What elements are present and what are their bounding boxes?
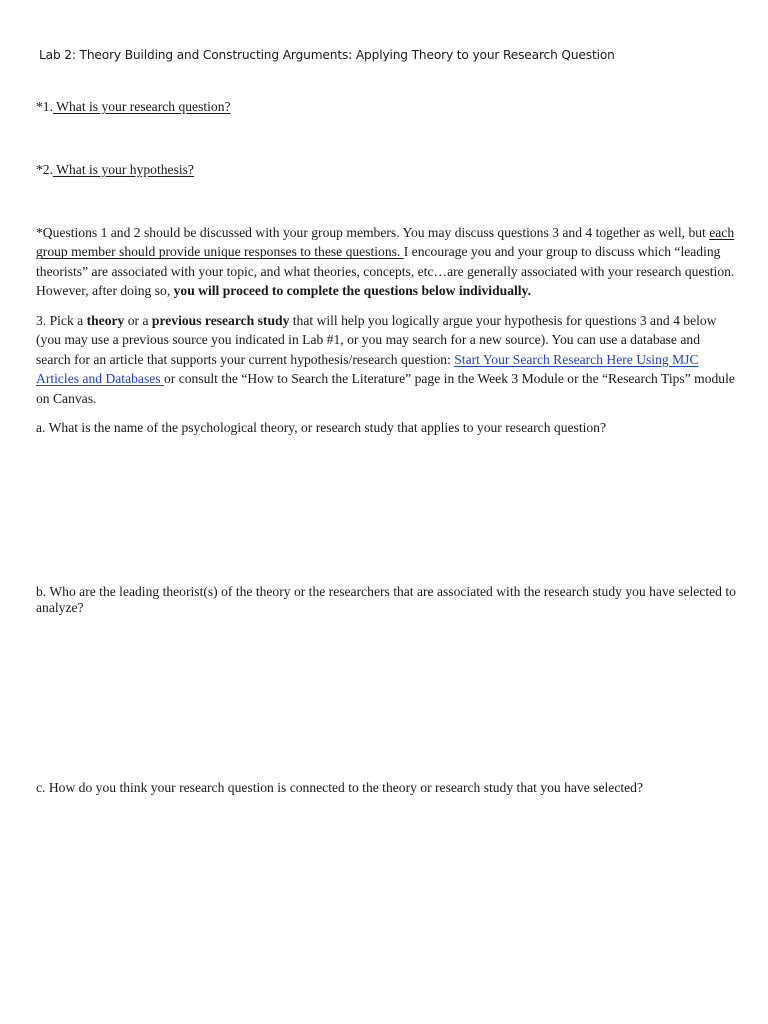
question-3a: a. What is the name of the psychological theory, or research study that applies to your research question? — [36, 420, 606, 435]
question-3-end: or consult the “How to Search the Literature” page in the Week 3 Module or the “Research Tips” module on Canvas. — [36, 371, 735, 406]
instructions-underlined: each group member should provide unique responses to these questions. — [36, 225, 735, 260]
question-2-text: What is your hypothesis? — [53, 162, 194, 177]
instructions-text-1: *Questions 1 and 2 should be discussed with your group members. You may discuss questions 3 and 4 together as well, but — [36, 225, 710, 240]
question-3-body: that will help you logically argue your hypothesis for questions 3 and 4 below (you may use a previous source you indicated in Lab #1, or you may search for a new source). You can use a database and search for an article that supports your current hypothesis/research question: — [36, 313, 717, 367]
question-1-text: What is your research question? — [53, 99, 231, 114]
page-title: Lab 2: Theory Building and Constructing Arguments: Applying Theory to your Research Question — [39, 48, 615, 62]
question-3c: c. How do you think your research question is connected to the theory or research study that you have selected? — [36, 780, 643, 795]
question-3 — [36, 311, 736, 408]
question-1-number: *1. — [36, 99, 53, 114]
instructions-bold: you will proceed to complete the questions below individually. — [173, 283, 531, 299]
question-2 — [36, 160, 736, 179]
question-1 — [36, 97, 736, 116]
question-3b: b. Who are the leading theorist(s) of the theory or the researchers that are associated with the research study you have selected to analyze? — [36, 584, 736, 615]
question-3-or: or a — [124, 313, 152, 328]
question-3-intro: 3. Pick a — [36, 313, 87, 328]
search-databases-link[interactable]: Start Your Search Research Here Using MJC Articles and Databases — [36, 351, 699, 387]
question-3-theory: theory — [86, 313, 125, 328]
question-2-number: *2. — [36, 162, 53, 177]
question-3-previous-study: previous research study — [151, 313, 290, 328]
group-instructions — [36, 223, 736, 301]
instructions-text-2: I encourage you and your group to discuss which “leading theorists” are associated with your topic, and what theories, concepts, etc…are generally associated with your research question. However, after doing so, — [36, 244, 735, 299]
